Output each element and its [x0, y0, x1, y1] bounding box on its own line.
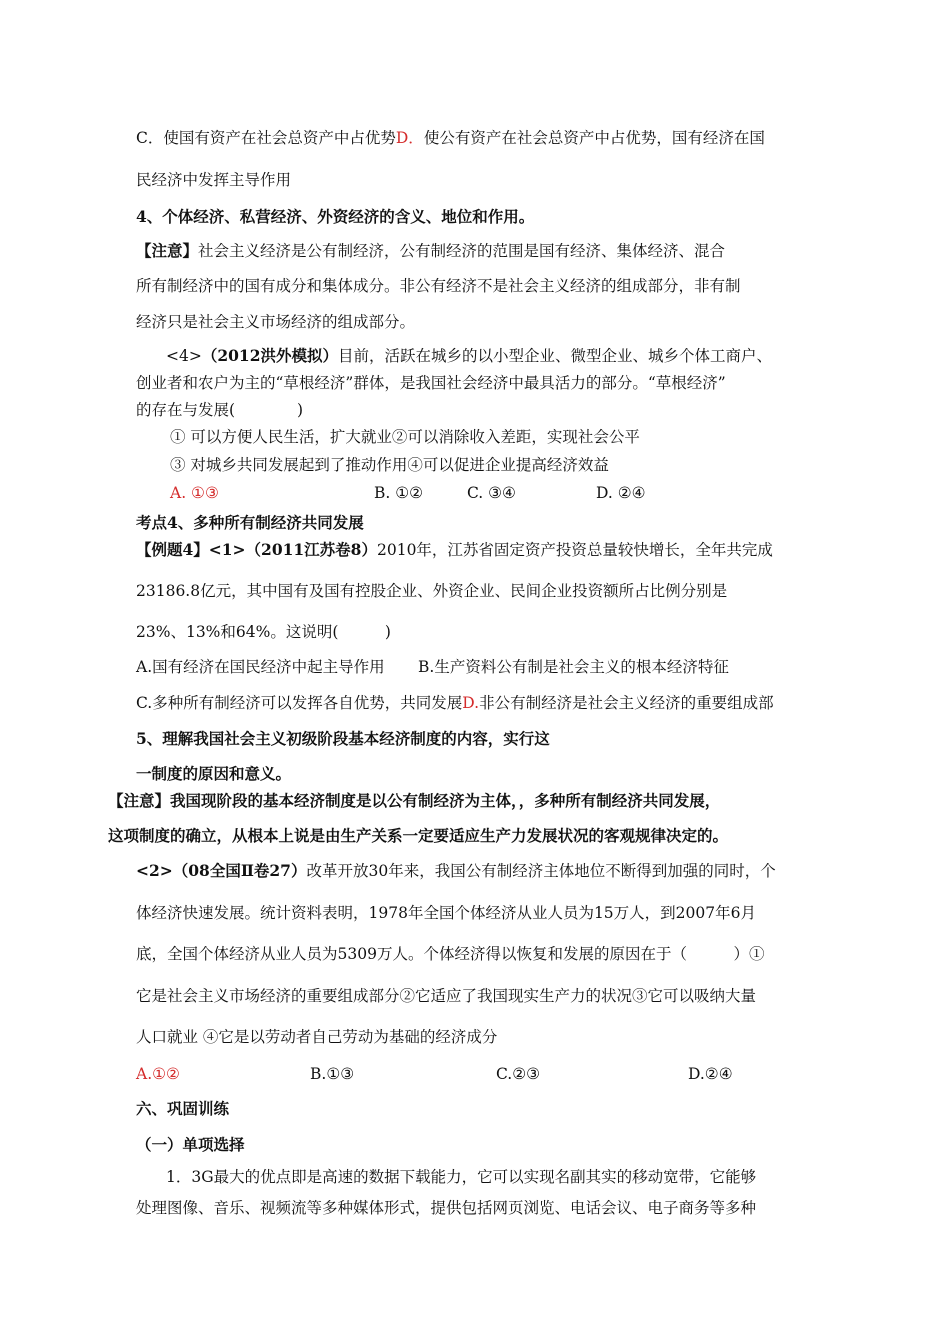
topic5-heading-line-1: 5、理解我国社会主义初级阶段基本经济制度的内容，实行这 — [136, 729, 550, 748]
example4-option-c: C.多种所有制经济可以发挥各自优势，共同发展 — [136, 694, 463, 712]
topic5-heading-line-2: 一制度的原因和意义。 — [136, 764, 292, 783]
example4-options-row-2 — [136, 693, 774, 713]
q2-line-2: 体经济快速发展。统计资料表明，1978年全国个体经济从业人员为15万人，到2007年6月 — [136, 904, 756, 922]
section6-q1-line-2: 处理图像、音乐、视频流等多种媒体形式，提供包括网页浏览、电话会议、电子商务等多种 — [136, 1199, 757, 1217]
q4-stem-line-1 — [166, 346, 772, 366]
example4-option-b: B.生产资料公有制是社会主义的根本经济特征 — [418, 658, 729, 676]
q4-option-a-answer: A. ①③ — [170, 484, 219, 502]
q2-option-c: C.②③ — [496, 1065, 541, 1083]
example4-options-row-1 — [0, 657, 950, 677]
q2-line-4: 它是社会主义市场经济的重要组成部分②它适应了我国现实生产力的状况③它可以吸纳大量 — [136, 987, 757, 1005]
q2-option-d: D.②④ — [688, 1065, 733, 1083]
note-tag: 【注意】 — [136, 241, 199, 260]
q4-stem-line-3: 的存在与发展( ) — [136, 401, 304, 419]
q4-source: （2012洪外模拟） — [201, 346, 338, 365]
q3-answer-d-letter: D． — [395, 129, 424, 147]
q2-line-3: 底，全国个体经济从业人员为5309万人。个体经济得以恢复和发展的原因在于（ ）① — [136, 945, 765, 963]
example4-stem: 2010年，江苏省固定资产投资总量较快增长，全年共完成 — [376, 541, 773, 559]
topic4-heading: 4、个体经济、私营经济、外资经济的含义、地位和作用。 — [136, 207, 535, 226]
topic4-note-line-2: 所有制经济中的国有成分和集体成分。非公有经济不是社会主义经济的组成部分，非有制 — [136, 277, 741, 295]
topic4-note-line-1 — [136, 241, 725, 261]
q2-line-5: 人口就业 ④它是以劳动者自己劳动为基础的经济成分 — [136, 1028, 498, 1046]
section6-q1-line-1: 1．3G最大的优点即是高速的数据下载能力，它可以实现名副其实的移动宽带，它能够 — [166, 1168, 757, 1186]
example4-option-d: 非公有制经济是社会主义经济的重要组成部 — [479, 694, 774, 712]
q4-item-line-2: ③ 对城乡共同发展起到了推动作用④可以促进企业提高经济效益 — [170, 456, 609, 474]
example4-tag: 【例题4】<1>（2011江苏卷8） — [136, 540, 377, 559]
q3-option-line — [136, 128, 765, 148]
example4-line-3: 23%、13%和64%。这说明( ) — [136, 623, 391, 641]
example4-answer-d-letter: D. — [462, 694, 480, 712]
q2-option-b: B.①③ — [310, 1065, 355, 1083]
q2-options-row — [0, 1064, 950, 1084]
q4-number: <4> — [166, 347, 202, 365]
section6-heading: 六、巩固训练 — [136, 1099, 230, 1118]
q2-option-a-answer: A.①② — [136, 1065, 180, 1083]
example4-line-1 — [136, 540, 773, 560]
q4-options-row — [0, 483, 950, 503]
q4-option-d: D. ②④ — [596, 484, 646, 502]
q4-option-c: C. ③④ — [467, 484, 516, 502]
kaodian4-heading: 考点4、多种所有制经济共同发展 — [136, 513, 364, 532]
q4-stem-line-2: 创业者和农户为主的“草根经济”群体，是我国社会经济中最具活力的部分。“草根经济” — [136, 374, 726, 392]
topic5-note-line-1: 【注意】我国现阶段的基本经济制度是以公有制经济为主体，，多种所有制经济共同发展， — [108, 791, 721, 810]
topic5-note-line-2: 这项制度的确立，从根本上说是由生产关系一定要适应生产力发展状况的客观规律决定的。 — [108, 826, 729, 845]
q4-option-b: B. ①② — [374, 484, 424, 502]
example4-option-a: A.国有经济在国民经济中起主导作用 — [136, 658, 385, 676]
q2-tag: <2>（08全国Ⅱ卷27） — [136, 861, 307, 880]
q4-item-line-1: ① 可以方便人民生活，扩大就业②可以消除收入差距，实现社会公平 — [170, 428, 640, 446]
example4-line-2: 23186.8亿元，其中国有及国有控股企业、外资企业、民间企业投资额所占比例分别是 — [136, 582, 728, 600]
q3-option-d-cont: 民经济中发挥主导作用 — [136, 171, 292, 189]
q4-stem: 目前，活跃在城乡的以小型企业、微型企业、城乡个体工商户、 — [337, 347, 772, 365]
q2-line-1 — [136, 861, 776, 881]
topic4-note-text: 社会主义经济是公有制经济，公有制经济的范围是国有经济、集体经济、混合 — [198, 242, 726, 260]
topic4-note-line-3: 经济只是社会主义市场经济的组成部分。 — [136, 313, 416, 331]
q3-option-c: C．使国有资产在社会总资产中占优势 — [136, 129, 396, 147]
section6-subheading: （一）单项选择 — [136, 1135, 245, 1154]
q2-stem: 改革开放30年来，我国公有制经济主体地位不断得到加强的同时，个 — [306, 862, 776, 880]
q3-option-d: 使公有资产在社会总资产中占优势，国有经济在国 — [423, 129, 765, 147]
